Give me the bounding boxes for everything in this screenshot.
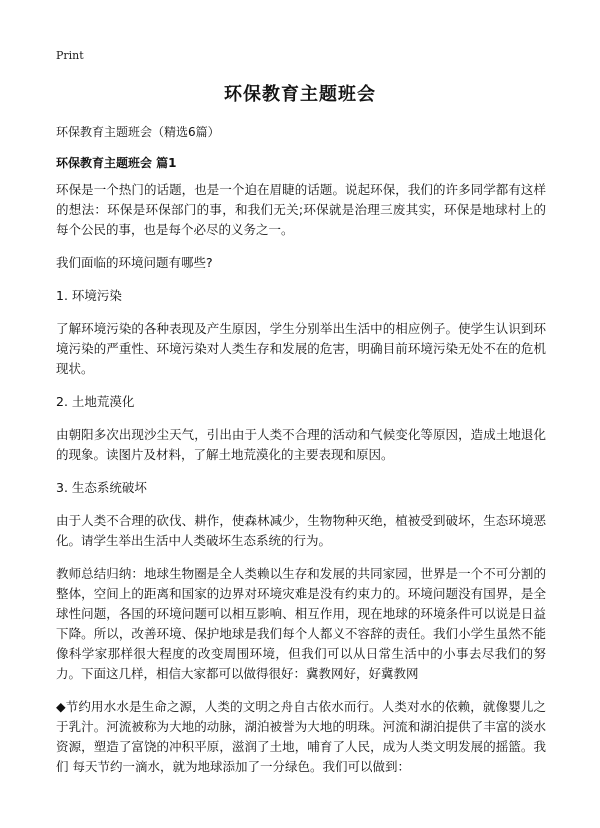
- list-heading-desertification: 2. 土地荒漠化: [56, 394, 135, 409]
- document-title: 环保教育主题班会: [224, 84, 376, 105]
- pollution-paragraph: 了解环境污染的各种表现及产生原因，学生分别举出生活中的相应例子。使学生认识到环境污染的严重性、环境污染对人类生存和发展的危害，明确目前环境污染无处不在的危机现状。: [56, 321, 546, 376]
- article-body: [56, 180, 546, 790]
- print-link[interactable]: Print: [56, 49, 84, 62]
- section-heading: 环保教育主题班会 篇1: [56, 156, 177, 170]
- water-saving-paragraph: ◆节约用水水是生命之源，人类的文明之舟自古依水而行。人类对水的依赖，就像婴儿之于乳汁。河流被称为大地的动脉，湖泊被誉为大地的明珠。河流和湖泊提供了丰富的淡水资源，塑造了富饶的冲积平原，滋润了土地，哺育了人民，成为人类文明发展的摇篮。我们 每天节约一滴水，就为地球添加了一分绿色。我们可以做到：: [56, 699, 546, 774]
- desertification-paragraph: 由朝阳多次出现沙尘天气，引出由于人类不合理的活动和气候变化等原因，造成土地退化的现象。读图片及材料，了解土地荒漠化的主要表现和原因。: [56, 427, 546, 462]
- question-paragraph: 我们面临的环境问题有哪些?: [56, 255, 213, 270]
- list-heading-pollution: 1. 环境污染: [56, 288, 122, 303]
- summary-paragraph: 教师总结归纳：地球生物圈是全人类赖以生存和发展的共同家园，世界是一个不可分割的整体，空间上的距离和国家的边界对环境灾难是没有约束力的。环境问题没有国界，是全球性问题，各国的环境问题可以相互影响、相互作用，现在地球的环境条件可以说是日益下降。所以，改善环境、保护地球是我们每个人都义不容辞的责任。我们小学生虽然不能像科学家那样很大程度的改变周围环境，但我们可以从日常生活中的小事去尽我们的努力。下面这几样，相信大家都可以做得很好：冀教网好，好冀教网: [56, 566, 546, 681]
- document-subtitle: 环保教育主题班会（精选6篇）: [56, 125, 220, 139]
- ecosystem-paragraph: 由于人类不合理的砍伐、耕作，使森林减少，生物物种灭绝，植被受到破坏，生态环境恶化。请学生举出生活中人类破坏生态系统的行为。: [56, 513, 546, 548]
- intro-paragraph: 环保是一个热门的话题，也是一个迫在眉睫的话题。说起环保，我们的许多同学都有这样的想法：环保是环保部门的事，和我们无关;环保就是治理三废其实，环保是地球村上的每个公民的事，也是每个必尽的义务之一。: [56, 182, 546, 237]
- list-heading-ecosystem: 3. 生态系统破坏: [56, 480, 147, 495]
